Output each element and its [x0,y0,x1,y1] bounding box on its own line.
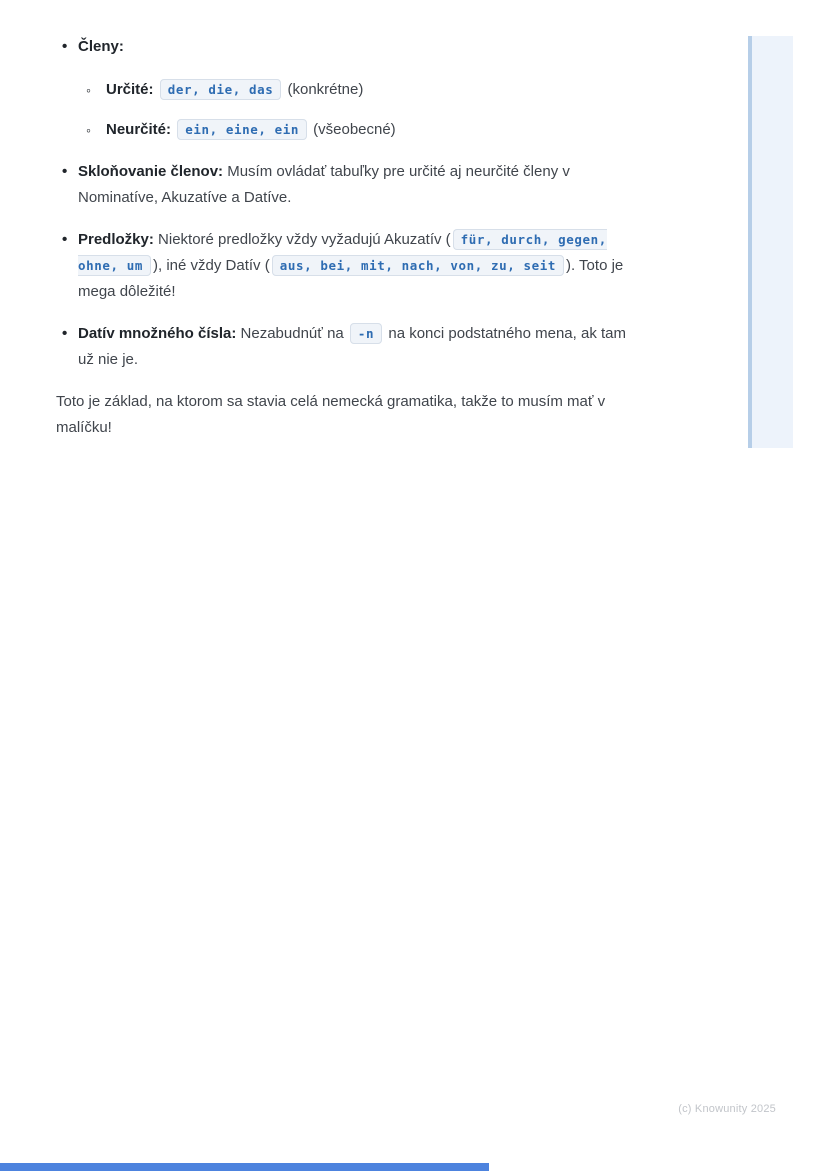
item-text: Musím ovládať tabuľky pre určité aj neurčité členy v Nominatíve, Akuzatíve a Datíve. [78,163,570,206]
item-label: Neurčité: [106,121,172,138]
closing-paragraph: Toto je základ, na ktorom sa stavia celá nemecká gramatika, takže to musím mať v malíčku! [56,393,606,436]
item-label: Predložky: [78,231,154,248]
list-item-dativ [56,321,640,373]
list-item-sklonovanie [56,159,640,211]
item-text: ). Toto je mega dôležité! [78,257,624,300]
list-item-predlozky [56,227,640,305]
footer-credit: (c) Knowunity 2025 [678,1103,776,1115]
item-text: na konci podstatného mena, ak tam už nie je. [78,325,627,368]
item-label: Členy: [78,38,124,55]
code-badge-dativ-prepositions: aus, bei, mit, nach, von, zu, seit [272,255,564,276]
item-label: Datív množného čísla: [78,325,237,342]
cleny-sublist [78,77,640,143]
item-text: Nezabudnúť na [236,325,348,342]
code-badge-indefinite-articles: ein, eine, ein [177,119,307,140]
list-item-urcite [86,77,640,103]
item-text: ), iné vždy Datív ( [153,257,270,274]
list-item-neurcite [86,117,640,143]
highlight-side-panel [748,36,793,448]
document-content [56,34,640,441]
list-item-cleny [56,34,640,143]
code-badge-n-ending: -n [350,323,382,344]
item-text: Niektoré predložky vždy vyžadujú Akuzatív ( [153,231,451,248]
item-text: (všeobecné) [308,121,396,138]
code-badge-definite-articles: der, die, das [160,79,282,100]
item-label: Skloňovanie členov: [78,163,224,180]
notes-list [56,34,640,373]
bottom-accent-bar [0,1163,489,1171]
item-text: (konkrétne) [283,81,364,98]
item-label: Určité: [106,81,154,98]
code-badge-akkusativ-prepositions: für, durch, gegen, ohne, um [78,229,607,276]
